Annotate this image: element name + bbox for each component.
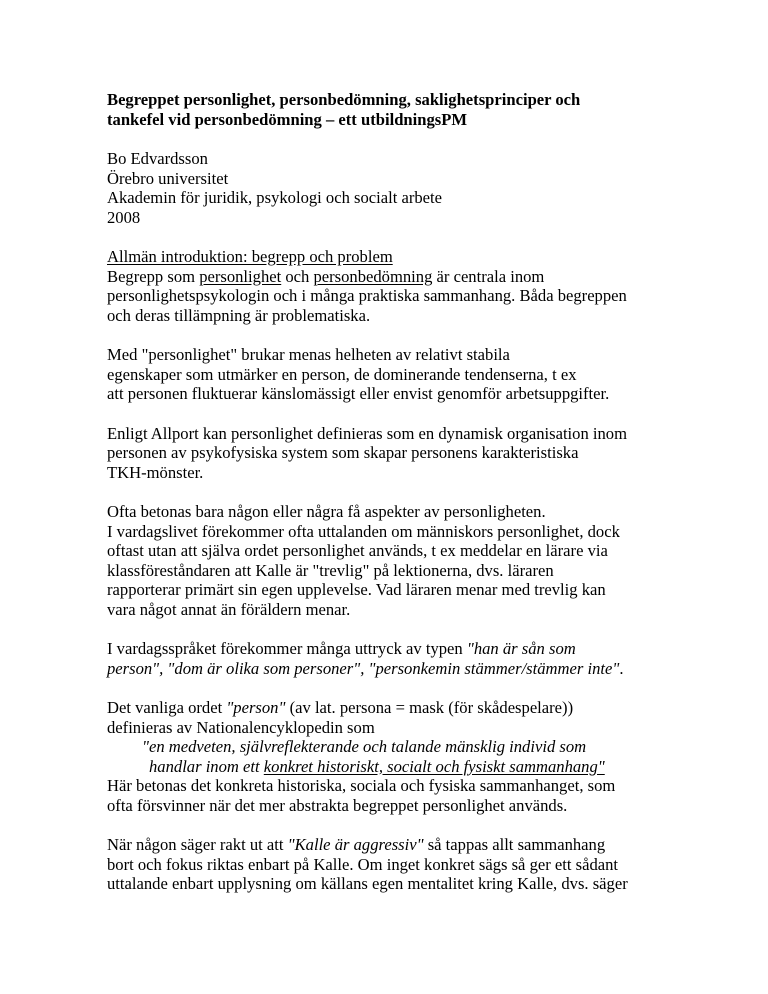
paragraph [107, 639, 747, 678]
document-title [107, 90, 747, 129]
text-line: och deras tillämpning är problematiska. [107, 305, 371, 325]
intro-paragraph [107, 247, 747, 325]
text-span: (av lat. persona = mask (för skådespelare)) [285, 698, 574, 717]
text-line: bort och fokus riktas enbart på Kalle. Om inget konkret sägs så ger ett sådant [107, 854, 619, 874]
italic-quote: "Kalle är aggressiv" [287, 835, 424, 854]
author-block [107, 149, 747, 227]
document-body [107, 90, 747, 914]
paragraph [107, 835, 747, 894]
text-line: Med "personlighet" brukar menas helheten av relativt stabila [107, 345, 510, 364]
text-span: I vardagsspråket förekommer många uttryck av typen [107, 639, 467, 658]
text-line: rapporterar primärt sin egen upplevelse. Vad läraren menar med trevlig kan [107, 580, 606, 599]
text-line: Enligt Allport kan personlighet definieras som en dynamisk organisation inom [107, 423, 628, 443]
text-line [107, 639, 747, 659]
text-line [107, 267, 747, 287]
text-line: Ofta betonas bara någon eller några få aspekter av personligheten. [107, 502, 546, 521]
paragraph [107, 502, 747, 619]
text-line: definieras av Nationalencyklopedin som [107, 717, 375, 737]
text-line: personen av psykofysiska system som skapar personens karakteristiska [107, 443, 579, 462]
text-line [107, 659, 747, 679]
author-name: Bo Edvardsson [107, 149, 208, 168]
text-line: TKH-mönster. [107, 462, 204, 482]
text-span: Begrepp som [107, 266, 200, 286]
text-line: personlighetspsykologin och i många praktiska sammanhang. Båda begreppen [107, 286, 627, 305]
author-department: Akademin för juridik, psykologi och socialt arbete [107, 188, 443, 207]
text-span: är centrala inom [432, 266, 545, 286]
text-line: egenskaper som utmärker en person, de dominerande tendenserna, t ex [107, 364, 577, 384]
section-heading: Allmän introduktion: begrepp och problem [107, 247, 393, 266]
text-span: När någon säger rakt ut att [107, 835, 288, 854]
text-line: klassföreståndaren att Kalle är "trevlig" på lektionerna, dvs. läraren [107, 560, 554, 580]
definition-quote-line [107, 757, 747, 777]
text-span: handlar inom ett [149, 756, 264, 776]
text-line: vara något annat än föräldern menar. [107, 599, 351, 619]
italic-quote: person", "dom är olika som personer", "personkemin stämmer/stämmer inte" [107, 658, 620, 678]
paragraph [107, 698, 747, 815]
text-line: ofta försvinner när det mer abstrakta begreppet personlighet används. [107, 795, 568, 815]
underlined-phrase: konkret historiskt, socialt och fysiskt sammanhang" [263, 756, 605, 776]
text-span: så tappas allt sammanhang [423, 835, 606, 854]
text-span: och [281, 266, 314, 286]
definition-quote-line: "en medveten, självreflekterande och talande mänsklig individ som [142, 737, 587, 756]
text-line: uttalande enbart upplysning om källans egen mentalitet kring Kalle, dvs. säger [107, 874, 628, 893]
text-line: att personen fluktuerar känslomässigt eller envist genomför arbetsuppgifter. [107, 384, 610, 403]
text-span: Det vanliga ordet [107, 698, 227, 717]
term-personlighet: personlighet [199, 266, 282, 286]
text-line: I vardagslivet förekommer ofta uttalanden om människors personlighet, dock [107, 521, 620, 541]
paragraph [107, 424, 747, 483]
text-line [107, 835, 747, 855]
author-year: 2008 [107, 207, 141, 227]
author-university: Örebro universitet [107, 168, 229, 188]
italic-quote: "han är sån som [466, 639, 576, 658]
text-span: . [619, 658, 624, 678]
italic-term: "person" [226, 698, 286, 717]
text-line [107, 698, 747, 718]
term-personbedomning: personbedömning [313, 266, 433, 286]
title-line: Begreppet personlighet, personbedömning, saklighetsprinciper och [107, 90, 581, 109]
text-line: Här betonas det konkreta historiska, sociala och fysiska sammanhanget, som [107, 776, 616, 795]
title-line: tankefel vid personbedömning – ett utbildningsPM [107, 109, 468, 129]
text-line: oftast utan att själva ordet personlighet används, t ex meddelar en lärare via [107, 541, 608, 560]
paragraph [107, 345, 747, 404]
